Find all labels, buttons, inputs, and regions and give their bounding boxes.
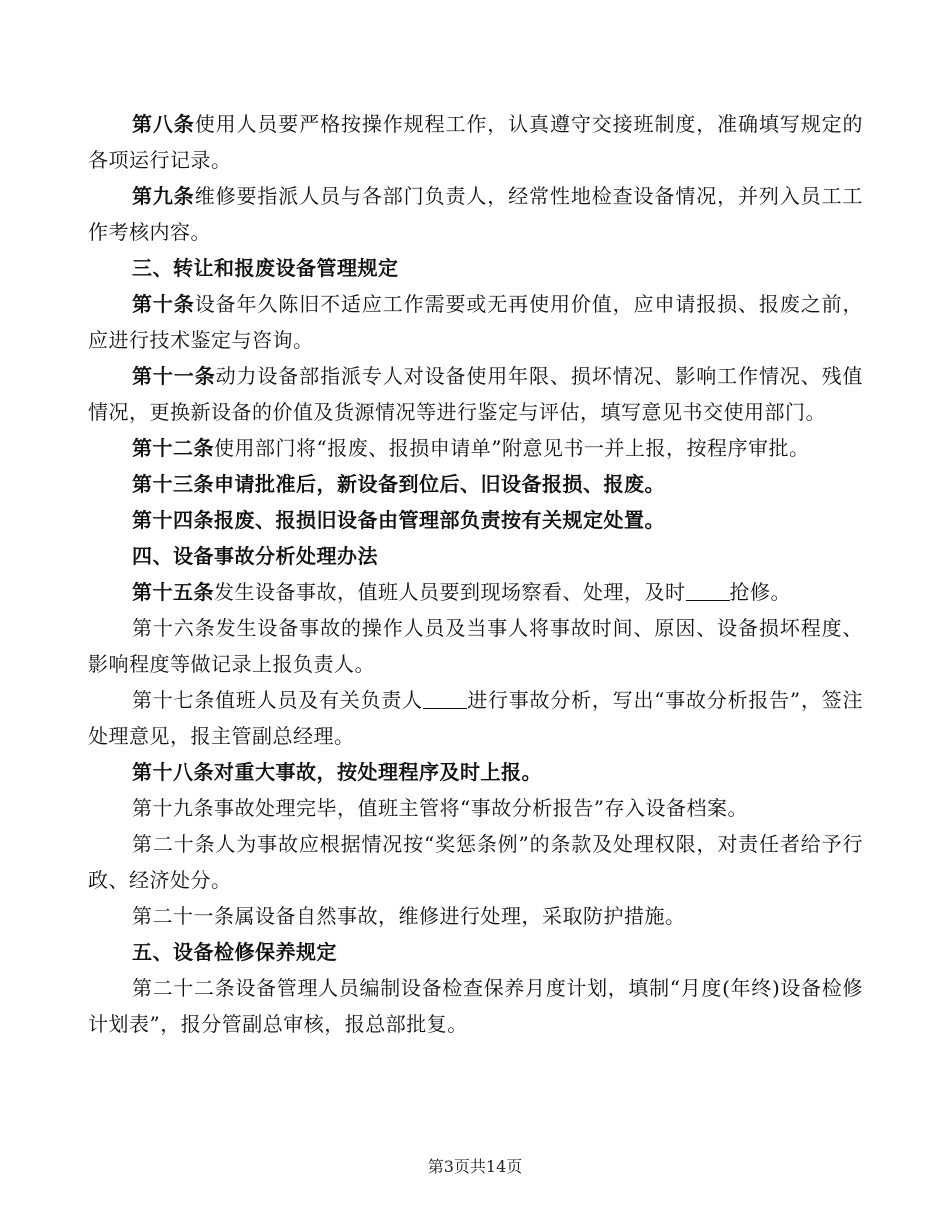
section-heading-4: 四、设备事故分析处理办法 [132,544,378,568]
article-10 [88,286,863,358]
article-11-lead: 第十一条 [132,364,216,388]
fill-blank [423,690,467,709]
article-15-lead: 第十五条 [132,580,214,604]
article-11-text: 动力设备部指派专人对设备使用年限、损坏情况、影响工作情况、残值情况，更换新设备的价值及货源情况等进行鉴定与评估，填写意见书交使用部门。 [88,364,864,424]
article-17-text-b: 进行事故分析，写出“事故分析报告”，签注处理意见，报主管副总经理。 [88,688,864,748]
section-heading-5: 五、设备检修保养规定 [132,940,337,964]
article-9-text: 维修要指派人员与各部门负责人，经常性地检查设备情况，并列入员工工作考核内容。 [88,184,864,244]
article-14: 第十四条报废、报损旧设备由管理部负责按有关规定处置。 [132,508,665,532]
section-heading-3: 三、转让和报废设备管理规定 [132,256,399,280]
article-9 [88,178,863,250]
article-21: 第二十一条属设备自然事故，维修进行处理，采取防护措施。 [132,904,686,928]
page-number-footer: 第3页共14页 [427,1157,523,1176]
article-8-lead: 第八条 [132,112,195,136]
article-18: 第十八条对重大事故，按处理程序及时上报。 [132,760,542,784]
article-16: 第十六条发生设备事故的操作人员及当事人将事故时间、原因、设备损坏程度、影响程度等做记录上报负责人。 [88,616,863,676]
article-15-text-a: 发生设备事故，值班人员要到现场察看、处理，及时 [214,580,686,604]
article-13: 第十三条申请批准后，新设备到位后、旧设备报损、报废。 [132,472,665,496]
document-body [88,106,863,1042]
article-19: 第十九条事故处理完毕，值班主管将“事故分析报告”存入设备档案。 [132,796,748,820]
article-12-lead: 第十二条 [132,436,214,460]
fill-blank [686,582,730,601]
article-15-text-b: 抢修。 [729,580,791,604]
article-15 [88,574,863,610]
article-12-text: 使用部门将“报废、报损申请单”附意见书一并上报，按程序审批。 [214,436,810,460]
article-10-text: 设备年久陈旧不适应工作需要或无再使用价值，应申请报损、报废之前，应进行技术鉴定与咨询。 [88,292,864,352]
article-10-lead: 第十条 [132,292,195,316]
article-8-text: 使用人员要严格按操作规程工作，认真遵守交接班制度，准确填写规定的各项运行记录。 [88,112,864,172]
article-8 [88,106,863,178]
article-11 [88,358,863,430]
article-22: 第二十二条设备管理人员编制设备检查保养月度计划，填制“月度(年终)设备检修计划表”，报分管副总审核，报总部批复。 [88,976,863,1036]
article-9-lead: 第九条 [132,184,195,208]
article-17-text-a: 第十七条值班人员及有关负责人 [132,688,423,712]
article-12 [88,430,863,466]
article-17 [88,682,863,754]
article-20: 第二十条人为事故应根据情况按“奖惩条例”的条款及处理权限，对责任者给予行政、经济处分。 [88,832,863,892]
